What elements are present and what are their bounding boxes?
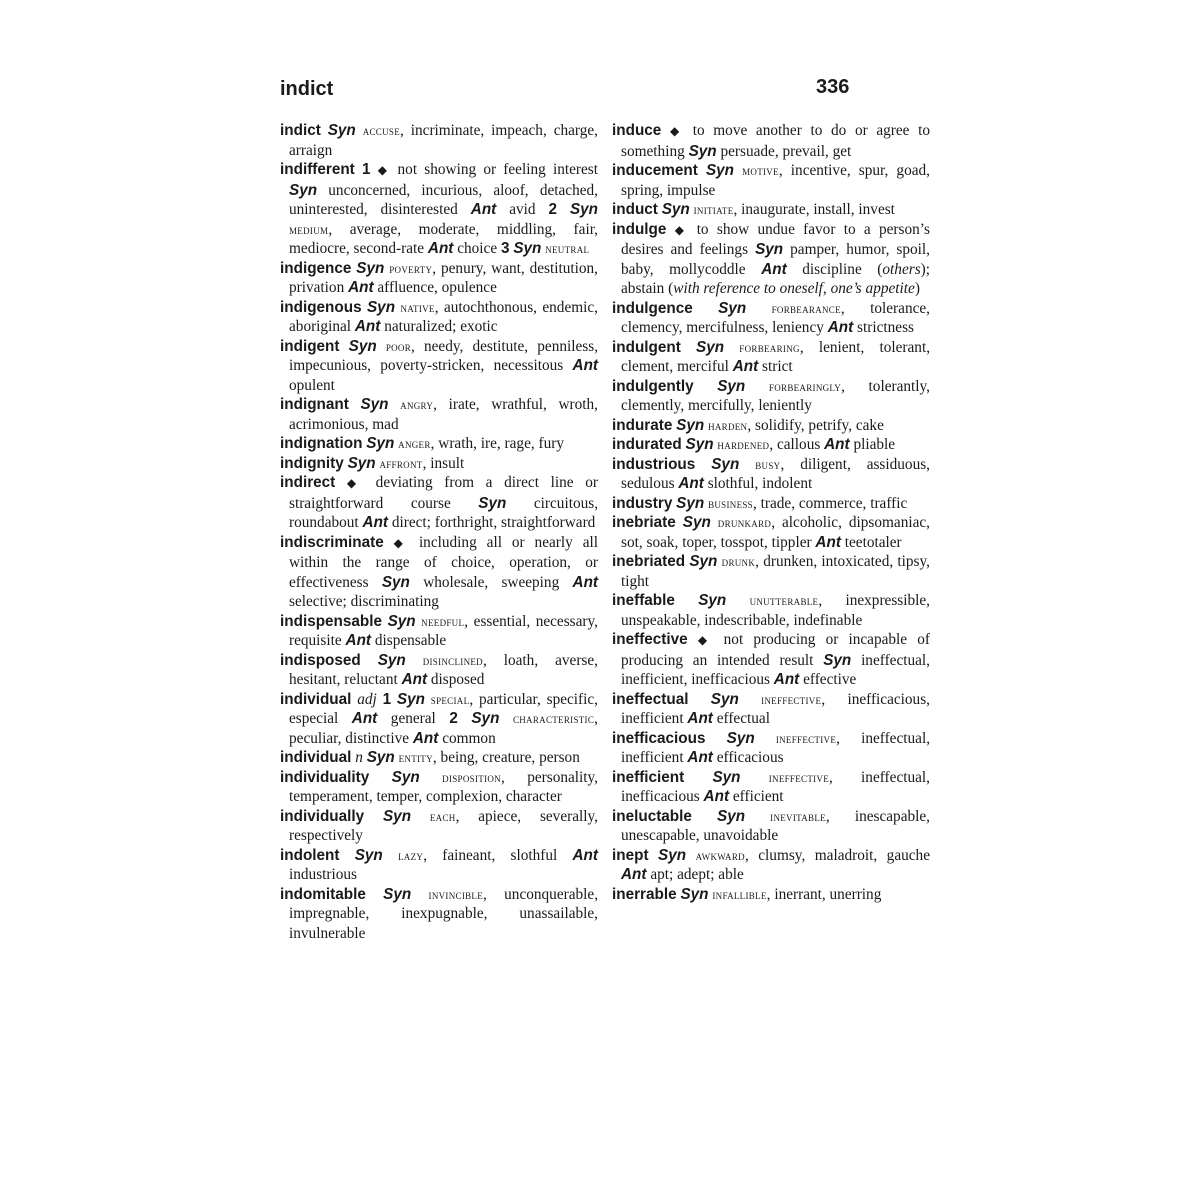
usage-label: Ant <box>773 671 800 688</box>
dictionary-entry <box>612 299 930 338</box>
entry-text: , irate, wrathful, wroth, acrimonious, mad <box>289 396 598 433</box>
cross-reference: forbearingly <box>768 378 842 394</box>
page-number: 336 <box>816 76 850 98</box>
entry-text: , drunken, intoxicated, tipsy, tight <box>621 553 930 590</box>
headword: inept <box>612 846 649 864</box>
usage-label: Ant <box>703 788 730 805</box>
usage-label: Ant <box>815 533 841 551</box>
dictionary-entry <box>280 160 598 259</box>
definition-bullet: ◆ <box>697 633 714 647</box>
headword: ineffective <box>612 631 688 648</box>
dictionary-entry <box>280 651 598 690</box>
entry-text: selective; discriminating <box>289 593 439 610</box>
dictionary-entry <box>612 416 930 436</box>
entry-text: , personality, temperament, temper, complexion, character <box>289 768 599 805</box>
usage-label: Syn <box>712 768 741 786</box>
entry-text: , inerrant, unerring <box>766 885 882 903</box>
usage-label: Syn <box>387 612 416 630</box>
usage-label: Ant <box>687 749 713 766</box>
italic-gloss: adj <box>357 690 377 708</box>
usage-label: Syn <box>478 494 507 512</box>
dictionary-entry <box>612 220 930 299</box>
usage-label: Syn <box>347 454 376 472</box>
definition-bullet: ◆ <box>377 163 391 177</box>
entry-text: deviating from a direct line or straightforward course <box>289 474 598 512</box>
dictionary-entry <box>280 690 598 749</box>
cross-reference: native <box>400 299 435 315</box>
entry-text: , solidify, petrify, cake <box>747 416 884 434</box>
usage-label: Syn <box>698 592 727 609</box>
entry-text: , loath, averse, hesitant, reluctant <box>289 651 598 688</box>
entry-text: , particular, specific, especial <box>289 690 599 727</box>
dictionary-entry <box>280 533 598 612</box>
usage-label: Ant <box>761 260 787 278</box>
entry-text: , apiece, severally, respectively <box>289 807 598 844</box>
entry-text: industrious <box>289 866 357 883</box>
usage-label: Ant <box>427 240 454 257</box>
cross-reference: ineffective <box>768 769 830 785</box>
usage-label: Ant <box>572 573 599 591</box>
entry-text: , inefficacious, inefficient <box>621 690 930 727</box>
dictionary-entry <box>612 377 930 416</box>
cross-reference: characteristic <box>512 711 595 726</box>
headword: induce <box>612 122 662 139</box>
entry-text: , callous <box>769 436 821 453</box>
cross-reference: drunkard <box>717 515 772 530</box>
cross-reference: accuse <box>362 123 401 138</box>
usage-label: Ant <box>348 279 374 296</box>
dictionary-entry <box>612 494 930 514</box>
headword: induct <box>612 201 658 218</box>
usage-label: Syn <box>661 201 690 218</box>
entry-text: , tolerance, clemency, mercifulness, leniency <box>621 299 930 336</box>
entry-text: ) <box>914 280 920 297</box>
entry-text: avid <box>509 201 536 218</box>
usage-label: Syn <box>382 807 412 825</box>
usage-label: Syn <box>391 768 420 786</box>
entry-text: including all or nearly all within the range of choice, operation, or effectiveness <box>289 533 598 591</box>
dictionary-entry <box>612 121 930 161</box>
cross-reference: disinclined <box>422 652 483 668</box>
entry-text: effective <box>803 671 857 688</box>
usage-label: Ant <box>678 475 704 492</box>
dictionary-entry <box>280 259 598 298</box>
cross-reference: neutral <box>545 241 590 256</box>
dictionary-entry <box>280 807 598 846</box>
entry-text: , essential, necessary, requisite <box>289 612 598 649</box>
dictionary-entry <box>612 591 930 630</box>
entry-text: dispensable <box>374 632 447 649</box>
entry-text: ); abstain ( <box>621 260 931 297</box>
usage-label: Ant <box>401 671 428 688</box>
usage-label: Syn <box>658 846 687 864</box>
cross-reference: affront <box>379 455 423 471</box>
usage-label: Syn <box>726 729 755 747</box>
entry-text: slothful, indolent <box>707 475 813 492</box>
usage-label: Syn <box>676 494 705 512</box>
entry-text: , diligent, assiduous, sedulous <box>621 455 931 492</box>
headword: indulgently <box>612 377 694 395</box>
usage-label: Syn <box>381 573 410 591</box>
cross-reference: awkward <box>695 847 745 863</box>
headword: inebriate <box>612 514 676 531</box>
entry-text: common <box>442 729 496 747</box>
usage-label: Ant <box>827 319 854 336</box>
usage-label: Syn <box>688 142 717 160</box>
usage-label: Syn <box>717 807 746 825</box>
entry-text: , inescapable, unescapable, unavoidable <box>621 807 931 844</box>
headword: indulgent <box>612 338 681 356</box>
usage-label: Ant <box>621 866 647 883</box>
entry-text: , faineant, slothful <box>423 846 558 864</box>
headword: inefficacious <box>612 729 706 747</box>
cross-reference: busy <box>755 456 781 472</box>
usage-label: Syn <box>717 377 746 395</box>
cross-reference: invincible <box>428 886 484 902</box>
usage-label: Ant <box>362 514 389 531</box>
usage-label: Syn <box>383 885 412 903</box>
headword: indigence <box>280 259 352 277</box>
cross-reference: forbearance <box>771 300 841 316</box>
headword: industry <box>612 494 673 512</box>
usage-label: Syn <box>289 181 318 199</box>
italic-gloss: with reference to oneself, one’s appetite <box>673 280 915 297</box>
usage-label: Ant <box>345 632 372 649</box>
headword: ineffable <box>612 592 675 609</box>
headword: indispensable <box>280 612 383 630</box>
usage-label: Ant <box>354 318 381 335</box>
running-head: indict <box>280 78 334 100</box>
dictionary-entry <box>612 455 930 494</box>
sense-number: 2 <box>548 201 557 218</box>
entry-text: , average, moderate, middling, fair, mediocre, second-rate <box>289 220 598 257</box>
usage-label: Syn <box>354 846 383 864</box>
dictionary-entry <box>280 298 598 337</box>
dictionary-entry <box>612 161 930 200</box>
headword: indulgence <box>612 299 693 317</box>
usage-label: Syn <box>685 436 714 453</box>
usage-label: Ant <box>824 436 850 453</box>
headword: inebriated <box>612 553 686 570</box>
headword: indiscriminate <box>280 533 384 551</box>
cross-reference: ineffective <box>775 730 837 746</box>
italic-gloss: others <box>882 260 921 278</box>
usage-label: Ant <box>351 710 378 727</box>
usage-label: Syn <box>396 690 425 708</box>
entry-text: , incriminate, impeach, charge, arraign <box>289 122 599 159</box>
sense-number: 1 <box>382 690 392 708</box>
entry-text: general <box>390 710 436 727</box>
headword: inefficient <box>612 768 685 786</box>
headword: indifferent <box>280 161 355 178</box>
dictionary-entry <box>280 768 598 807</box>
headword: individual <box>280 690 352 708</box>
entry-text: to show undue favor to a person’s desires and feelings <box>621 220 930 258</box>
usage-label: Syn <box>569 201 598 218</box>
definition-bullet: ◆ <box>669 124 685 138</box>
entry-text: strictness <box>857 319 914 336</box>
entry-text: , inaugurate, install, invest <box>733 201 895 218</box>
cross-reference: hardened <box>717 437 770 452</box>
cross-reference: special <box>430 691 470 707</box>
entry-text: efficacious <box>716 749 784 766</box>
usage-label: Ant <box>687 710 713 727</box>
dictionary-entry <box>280 121 598 160</box>
entry-text: , penury, want, destitution, privation <box>289 259 598 296</box>
left-column <box>280 121 598 943</box>
entry-text: pamper, humor, spoil, baby, mollycoddle <box>621 241 931 278</box>
entry-text: , ineffectual, inefficient <box>621 729 931 766</box>
definition-bullet: ◆ <box>393 535 409 550</box>
headword: indigenous <box>280 298 362 316</box>
usage-label: Syn <box>689 553 718 570</box>
entry-text: unconcerned, incurious, aloof, detached, uninterested, disinterested <box>289 181 598 218</box>
cross-reference: needful <box>421 613 465 629</box>
headword: inducement <box>612 162 698 179</box>
entry-text: , tolerantly, clemently, mercifully, leniently <box>621 377 930 414</box>
headword: individual <box>280 749 352 766</box>
definition-bullet: ◆ <box>674 222 689 237</box>
entry-text: effectual <box>716 710 770 727</box>
usage-label: Ant <box>572 357 599 374</box>
dictionary-entry <box>280 454 598 474</box>
dictionary-entry <box>280 612 598 651</box>
entry-text: affluence, opulence <box>377 279 497 296</box>
right-column <box>612 121 930 904</box>
entry-text: not showing or feeling interest <box>397 161 598 178</box>
entry-text: , trade, commerce, traffic <box>752 494 908 512</box>
dictionary-entry <box>612 435 930 455</box>
entry-text: naturalized; exotic <box>384 318 498 335</box>
cross-reference: lazy <box>397 847 424 863</box>
entry-text: , needy, destitute, penniless, impecunious, poverty-stricken, necessitous <box>289 337 599 374</box>
entry-text: , being, creature, person <box>432 749 580 766</box>
usage-label: Syn <box>705 162 734 179</box>
cross-reference: anger <box>398 436 431 451</box>
entry-text: , wrath, ire, rage, fury <box>430 435 565 452</box>
usage-label: Ant <box>412 729 439 747</box>
headword: individually <box>280 807 365 825</box>
cross-reference: forbearing <box>739 339 800 355</box>
usage-label: Ant <box>470 201 497 218</box>
cross-reference: poverty <box>389 260 433 276</box>
italic-gloss: n <box>355 749 363 766</box>
usage-label: Syn <box>680 885 709 903</box>
cross-reference: medium <box>289 221 329 237</box>
cross-reference: entity <box>398 750 433 765</box>
headword: indigent <box>280 337 340 355</box>
usage-label: Syn <box>366 749 395 766</box>
entry-text: , clumsy, maladroit, gauche <box>744 846 930 864</box>
entry-text: strict <box>762 358 793 375</box>
usage-label: Ant <box>732 358 759 375</box>
usage-label: Syn <box>356 259 385 277</box>
dictionary-entry <box>612 200 930 220</box>
usage-label: Syn <box>682 514 711 531</box>
entry-text: , unconquerable, impregnable, inexpugnable, unassailable, invulnerable <box>289 885 599 942</box>
usage-label: Syn <box>718 299 747 317</box>
cross-reference: each <box>429 808 456 824</box>
cross-reference: initiate <box>693 202 734 217</box>
usage-label: Syn <box>360 396 389 413</box>
entry-text: direct; forthright, straightforward <box>391 514 596 531</box>
dictionary-entry <box>612 552 930 591</box>
entry-text: , lenient, tolerant, clement, merciful <box>621 338 931 375</box>
entry-text: pliable <box>853 436 896 453</box>
usage-label: Syn <box>710 690 739 708</box>
usage-label: Syn <box>513 240 542 257</box>
dictionary-entry <box>280 473 598 533</box>
usage-label: Syn <box>696 338 725 356</box>
dictionary-entry <box>612 513 930 552</box>
usage-label: Syn <box>676 416 705 434</box>
headword: ineffectual <box>612 690 689 708</box>
entry-text: wholesale, sweeping <box>423 573 560 591</box>
headword: indurate <box>612 416 673 434</box>
cross-reference: motive <box>742 163 779 178</box>
headword: individuality <box>280 768 370 786</box>
entry-text: , ineffectual, inefficacious <box>621 768 930 805</box>
entry-text: opulent <box>289 376 335 394</box>
cross-reference: disposition <box>442 769 501 785</box>
dictionary-entry <box>280 748 598 768</box>
sense-number: 3 <box>500 240 510 257</box>
headword: industrious <box>612 455 696 473</box>
dictionary-entry <box>280 395 598 434</box>
dictionary-entry <box>612 807 930 846</box>
headword: inerrable <box>612 885 677 903</box>
cross-reference: infallible <box>712 886 767 902</box>
usage-label: Syn <box>755 241 784 258</box>
cross-reference: ineffective <box>761 691 822 707</box>
entry-text: circuitous, roundabout <box>289 494 599 531</box>
entry-text: , alcoholic, dipsomaniac, sot, soak, toper, tosspot, tippler <box>621 514 931 551</box>
headword: indomitable <box>280 885 366 903</box>
entry-text: , inexpressible, unspeakable, indescribable, indefinable <box>621 592 931 629</box>
usage-label: Ant <box>572 846 598 864</box>
headword: indulge <box>612 220 667 238</box>
entry-text: discipline ( <box>802 260 883 278</box>
dictionary-entry <box>612 846 930 885</box>
entry-text: not producing or incapable of producing an intended result <box>621 631 931 669</box>
usage-label: Syn <box>366 298 396 316</box>
entry-text: apt; adept; able <box>650 866 744 883</box>
entry-text: disposed <box>430 671 485 688</box>
headword: indignant <box>280 396 349 413</box>
headword: indict <box>280 122 321 139</box>
entry-text: , incentive, spur, goad, spring, impulse <box>621 162 930 199</box>
entry-text: teetotaler <box>844 533 902 551</box>
dictionary-entry <box>612 338 930 377</box>
headword: indurated <box>612 436 682 453</box>
definition-bullet: ◆ <box>346 476 364 490</box>
headword: indignation <box>280 435 363 452</box>
cross-reference: harden <box>708 417 748 433</box>
usage-label: Syn <box>471 710 500 727</box>
dictionary-entry <box>280 434 598 454</box>
dictionary-entry <box>612 690 930 729</box>
dictionary-entry <box>280 846 598 885</box>
headword: indignity <box>280 454 344 472</box>
entry-text: to move another to do or agree to something <box>621 122 931 160</box>
cross-reference: business <box>708 495 753 511</box>
cross-reference: inevitable <box>770 808 826 824</box>
usage-label: Syn <box>823 651 852 669</box>
entry-text: , insult <box>422 454 465 472</box>
usage-label: Syn <box>711 455 740 473</box>
sense-number: 1 <box>362 161 371 178</box>
dictionary-entry <box>612 768 930 807</box>
entry-text: choice <box>457 240 498 257</box>
usage-label: Syn <box>348 337 377 355</box>
dictionary-entry <box>612 630 930 690</box>
dictionary-entry <box>280 337 598 396</box>
entry-text: persuade, prevail, get <box>720 142 852 160</box>
entry-text: efficient <box>732 788 784 805</box>
usage-label: Syn <box>366 435 395 452</box>
dictionary-entry <box>280 885 598 944</box>
usage-label: Syn <box>327 122 356 139</box>
headword: indolent <box>280 846 340 864</box>
sense-number: 2 <box>449 710 458 727</box>
entry-text: , autochthonous, endemic, aboriginal <box>289 298 599 335</box>
usage-label: Syn <box>377 651 406 669</box>
cross-reference: angry <box>400 397 434 412</box>
cross-reference: drunk <box>721 554 756 569</box>
headword: ineluctable <box>612 807 692 825</box>
headword: indisposed <box>280 651 361 669</box>
headword: indirect <box>280 474 336 491</box>
dictionary-entry <box>612 885 930 905</box>
cross-reference: poor <box>385 338 412 354</box>
entry-text: , peculiar, distinctive <box>289 710 598 747</box>
entry-text: ineffectual, inefficient, inefficacious <box>621 651 931 688</box>
dictionary-entry <box>612 729 930 768</box>
cross-reference: unutterable <box>749 593 819 608</box>
